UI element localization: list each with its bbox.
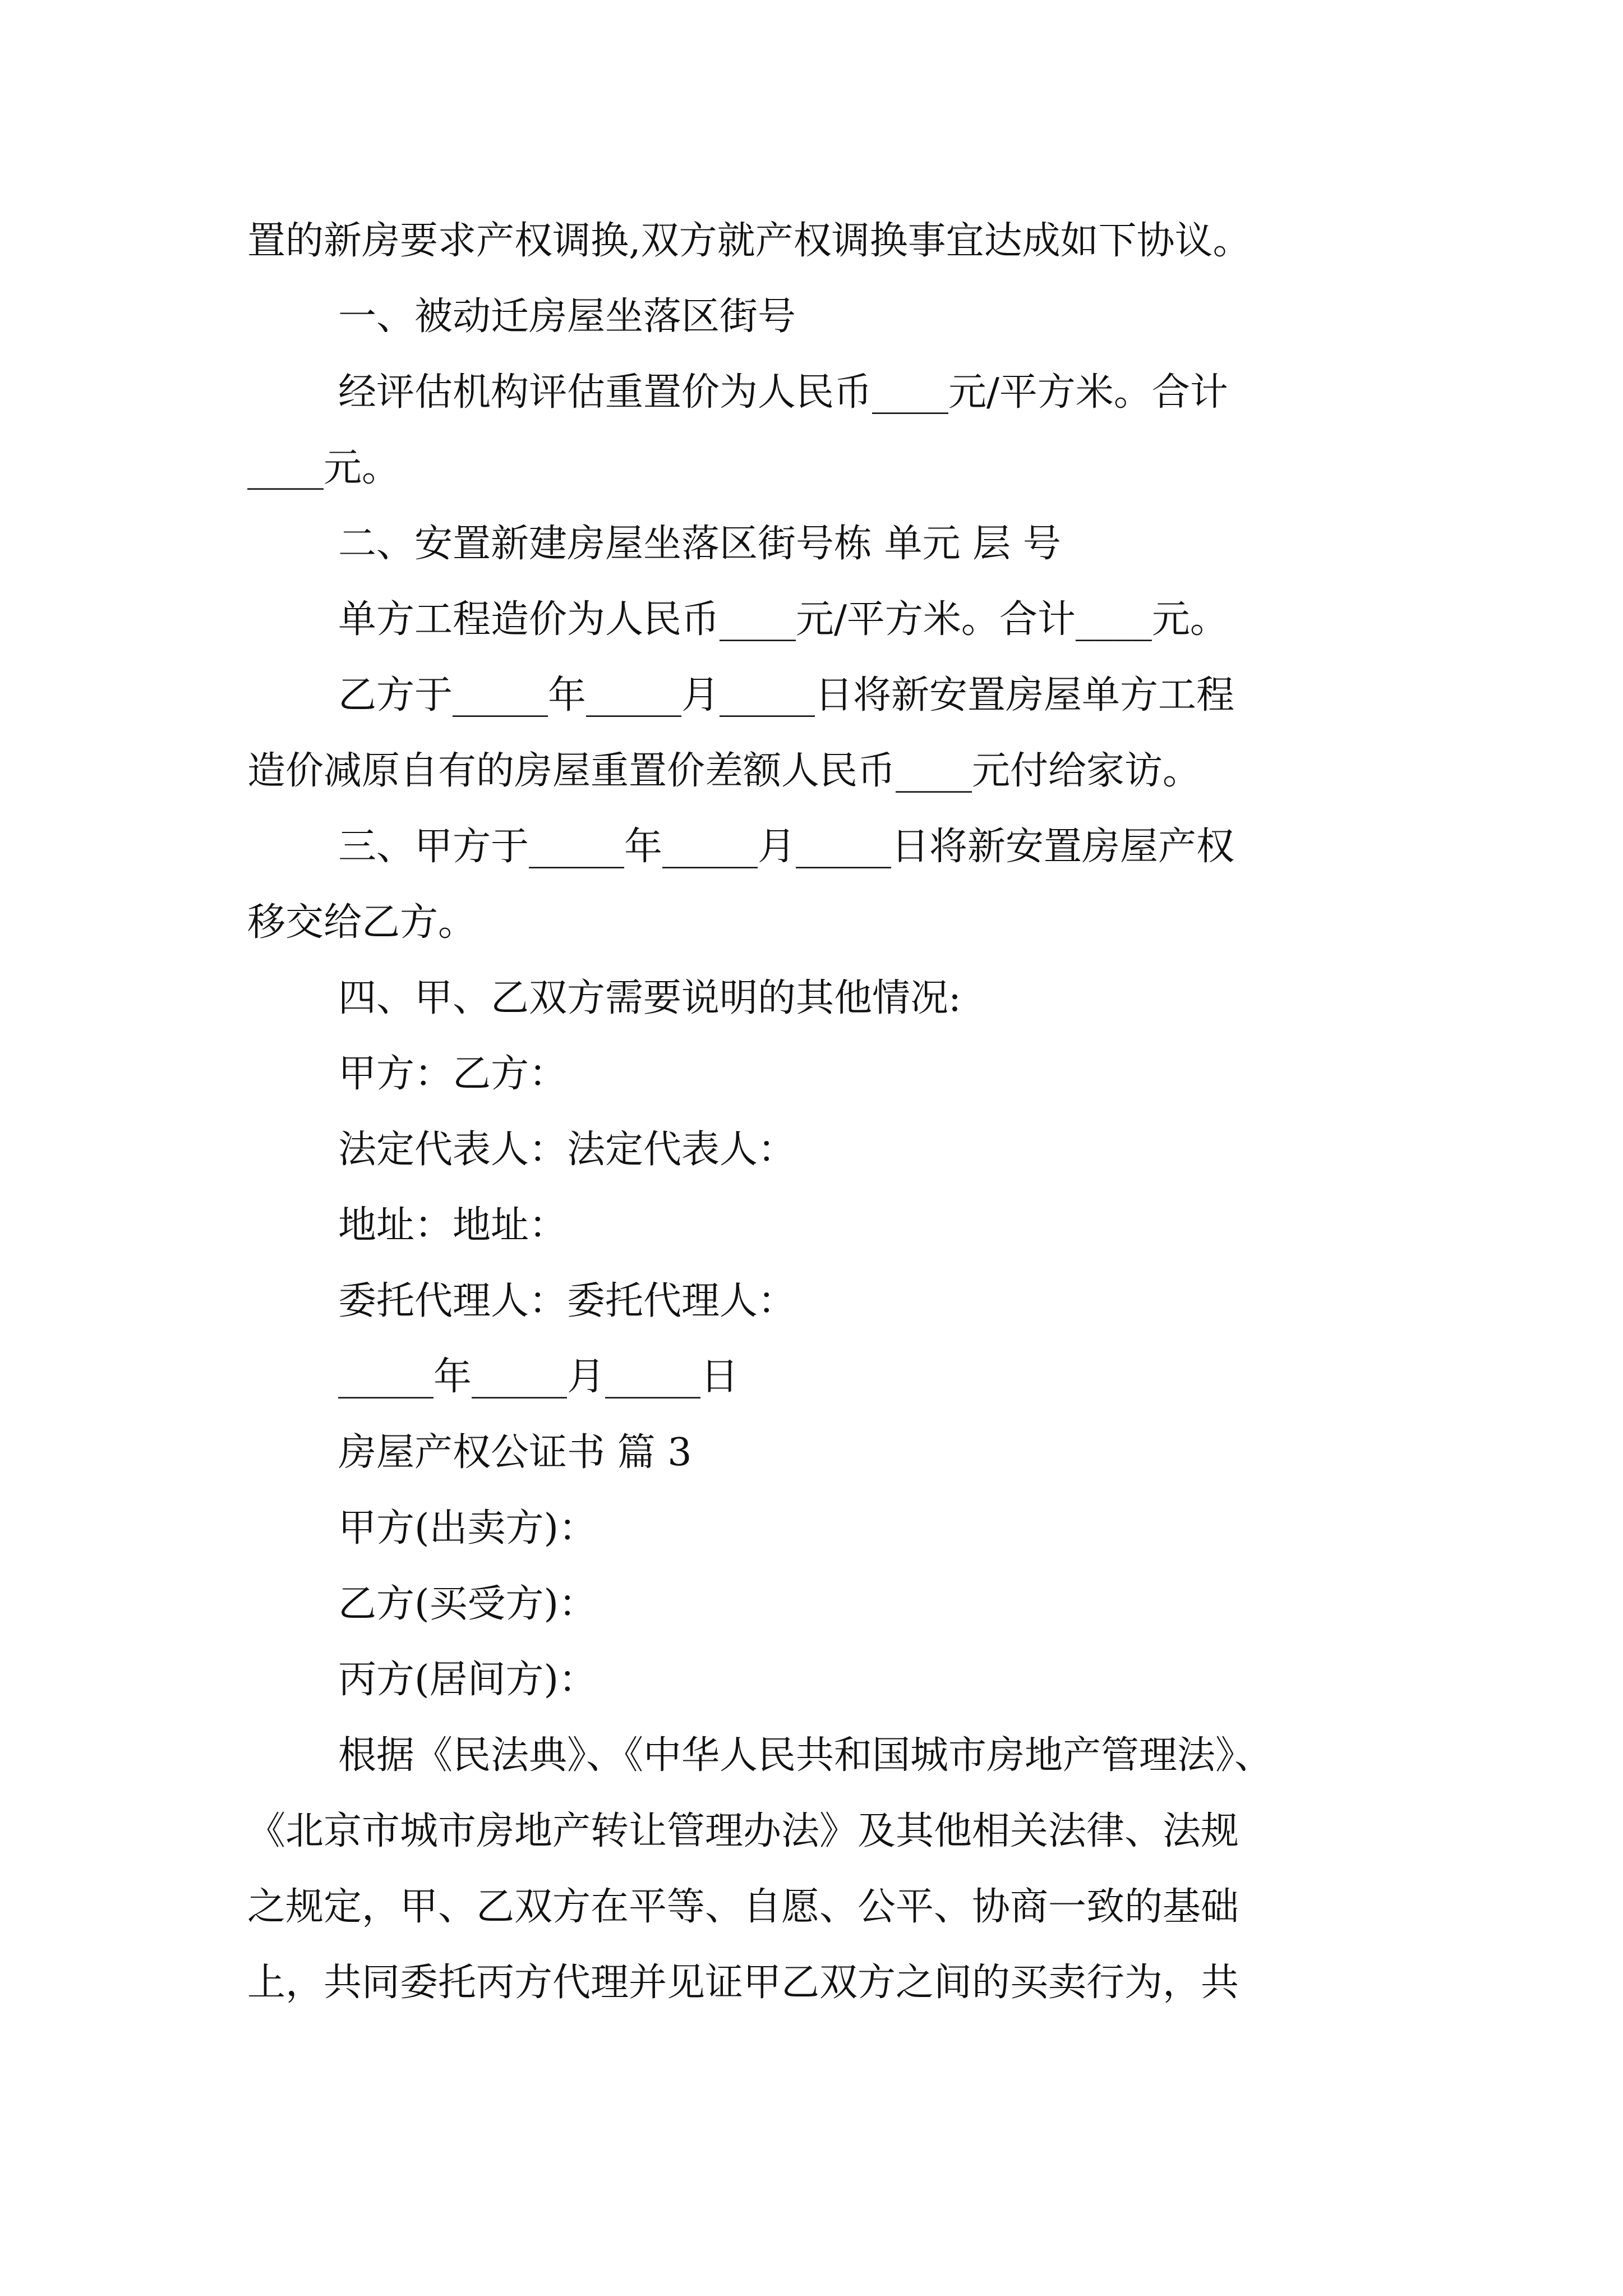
paragraph-line: ____元。 (247, 446, 400, 490)
paragraph-line: 之规定，甲、乙双方在平等、自愿、公平、协商一致的基础 (247, 1885, 1239, 1929)
signature-line: 地址：地址： (338, 1203, 568, 1248)
paragraph-line: 经评估机构评估重置价为人民币____元/平方米。合计 (338, 370, 1228, 415)
party-line: 丙方(居间方)： (338, 1658, 597, 1702)
section-heading: 四、甲、乙双方需要说明的其他情况: (338, 976, 961, 1020)
paragraph-line: 根据《民法典》、《中华人民共和国城市房地产管理法》、 (338, 1733, 1273, 1778)
paragraph-line: 单方工程造价为人民币____元/平方米。合计____元。 (338, 597, 1228, 642)
date-line: _____年_____月_____日 (338, 1355, 739, 1399)
paragraph-line: 移交给乙方。 (247, 900, 477, 945)
section-heading: 三、甲方于_____年_____月_____日将新安置房屋产权 (338, 825, 1235, 869)
paragraph-line: 乙方于_____年_____月_____日将新安置房屋单方工程 (338, 673, 1235, 717)
section-heading: 一、被动迁房屋坐落区街号 (338, 295, 796, 339)
paragraph-line: 上，共同委托丙方代理并见证甲乙双方之间的买卖行为，共 (247, 1961, 1239, 2005)
paragraph-line: 置的新房要求产权调换,双方就产权调换事宜达成如下协议。 (247, 219, 1251, 263)
signature-line: 法定代表人：法定代表人： (338, 1128, 796, 1172)
party-line: 乙方(买受方)： (338, 1582, 597, 1626)
section-heading: 二、安置新建房屋坐落区街号栋 单元 层 号 (338, 522, 1061, 566)
document-title: 房屋产权公证书 篇 3 (338, 1430, 692, 1475)
signature-line: 甲方：乙方： (338, 1052, 568, 1096)
paragraph-line: 《北京市城市房地产转让管理办法》及其他相关法律、法规 (247, 1809, 1239, 1853)
party-line: 甲方(出卖方)： (338, 1506, 597, 1550)
paragraph-line: 造价减原自有的房屋重置价差额人民币____元付给家访。 (247, 749, 1201, 793)
signature-line: 委托代理人：委托代理人： (338, 1279, 796, 1323)
